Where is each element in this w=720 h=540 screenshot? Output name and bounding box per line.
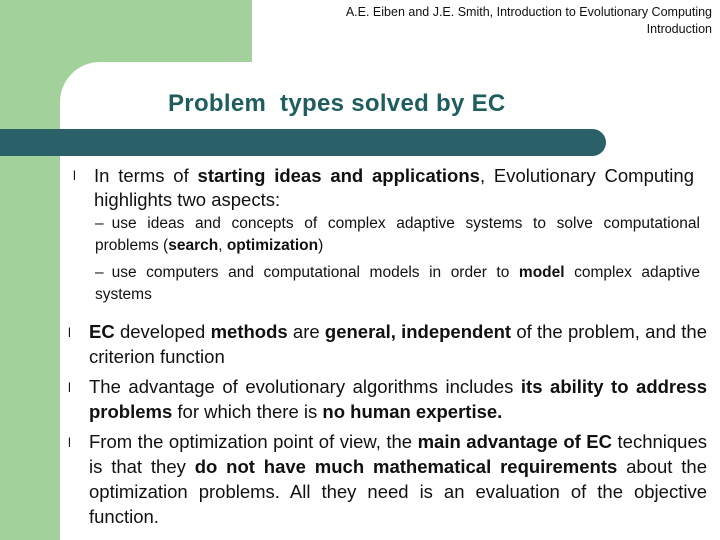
text-segment: ) bbox=[318, 237, 324, 254]
text-segment-bold: its ability to address problems bbox=[89, 376, 707, 422]
dash-icon: – bbox=[95, 215, 104, 232]
bullet-icon: l bbox=[68, 325, 71, 340]
text-segment: developed bbox=[114, 321, 211, 342]
text-segment: are bbox=[287, 321, 325, 342]
text-segment: of the problem, and the criterion function bbox=[89, 321, 708, 367]
text-segment: From the optimization point of view, the bbox=[89, 431, 418, 452]
text-segment-bold: main advantage of EC bbox=[417, 431, 613, 452]
text-segment-bold: do not have much mathematical requirements bbox=[194, 456, 618, 477]
text-segment-bold: optimization bbox=[226, 237, 319, 254]
title-underline-bar bbox=[0, 129, 606, 156]
text-segment-bold: model bbox=[518, 264, 565, 281]
slide-title: Problem types solved by EC bbox=[168, 90, 506, 117]
text-segment: complex adaptive systems bbox=[95, 264, 701, 303]
sub-item-1 bbox=[95, 213, 700, 257]
bullet-icon: l bbox=[68, 435, 71, 450]
dash-icon: – bbox=[95, 264, 104, 281]
text-segment: for which there is bbox=[172, 401, 323, 422]
decorative-green-strip bbox=[0, 122, 60, 540]
text-segment-bold: starting ideas and applications bbox=[197, 165, 480, 186]
text-segment: , Evolutionary Computing highlights two aspects: bbox=[94, 165, 694, 210]
text-segment-bold: EC bbox=[89, 321, 115, 342]
text-segment: use computers and computational models in order to bbox=[111, 264, 519, 281]
bullet-icon: l bbox=[68, 380, 71, 395]
bullet-item-4 bbox=[89, 429, 707, 529]
text-segment: about the optimization problems. All they need is an evaluation of the objective function. bbox=[89, 456, 708, 527]
text-segment: In terms of bbox=[94, 165, 198, 186]
text-segment-bold: search bbox=[168, 237, 219, 254]
sub-item-2 bbox=[95, 262, 700, 306]
text-segment: , bbox=[218, 237, 227, 254]
bullet-item-2 bbox=[89, 319, 707, 369]
text-segment: techniques is that they bbox=[89, 431, 708, 477]
text-segment: use ideas and concepts of complex adaptive systems to solve computational problems ( bbox=[95, 215, 700, 254]
bullet-icon: l bbox=[73, 168, 76, 183]
text-segment-bold: methods bbox=[210, 321, 288, 342]
text-segment-bold: general, independent bbox=[324, 321, 512, 342]
bullet-item-1 bbox=[94, 164, 694, 212]
bullet-item-3 bbox=[89, 374, 707, 424]
text-segment-bold: no human expertise. bbox=[322, 401, 503, 422]
header-line-2: Introduction bbox=[646, 22, 712, 36]
slide-header bbox=[346, 4, 712, 38]
header-line-1: A.E. Eiben and J.E. Smith, Introduction to Evolutionary Computing bbox=[345, 5, 712, 19]
text-segment: The advantage of evolutionary algorithms includes bbox=[89, 376, 521, 397]
